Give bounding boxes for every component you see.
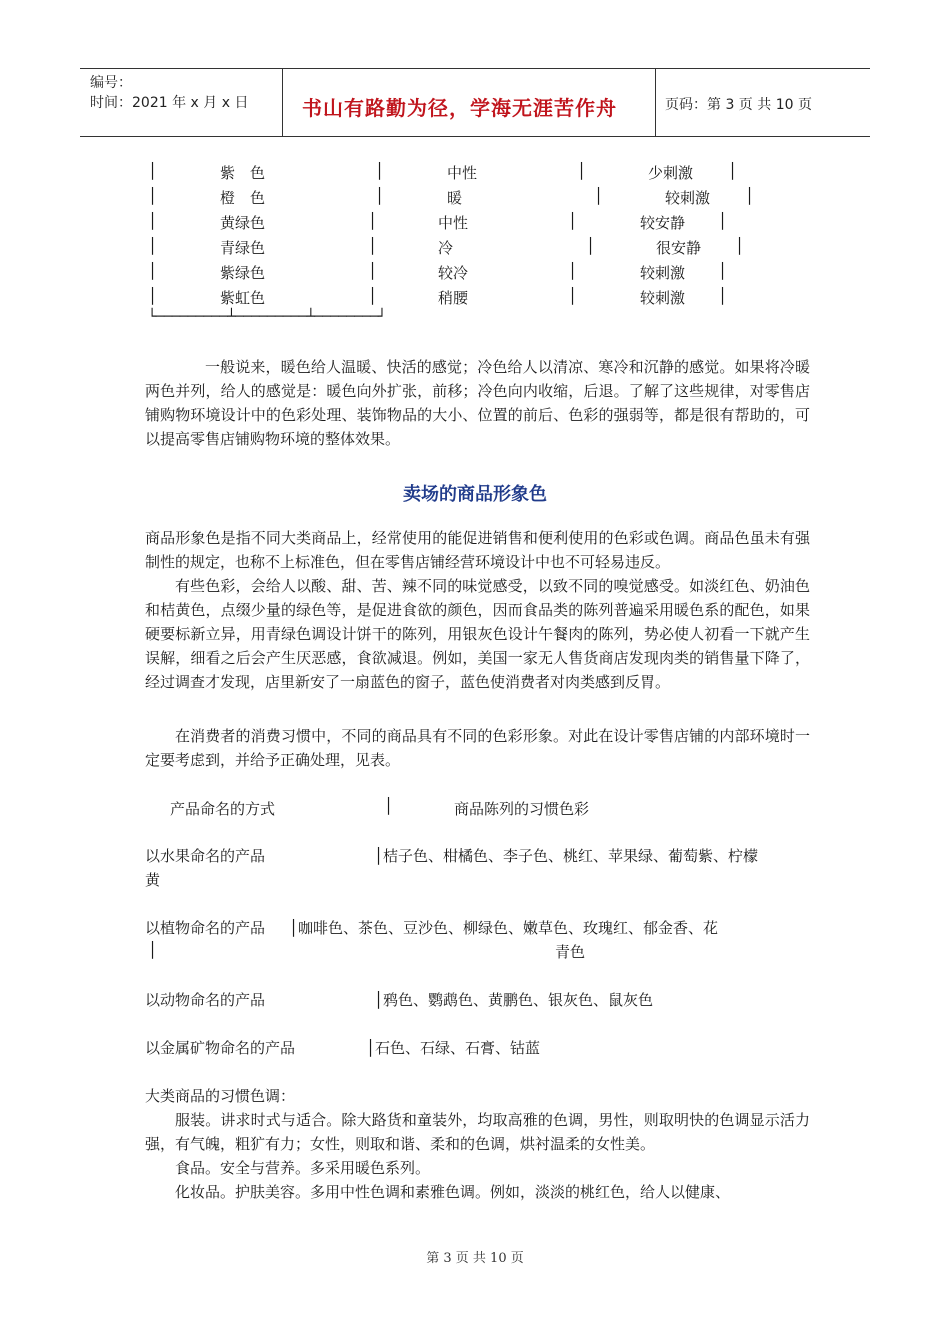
table-cell-temperature: 中性 <box>447 164 478 182</box>
table-cell-temperature: 较冷 <box>438 264 469 282</box>
section-title: 卖场的商品形象色 <box>403 484 547 505</box>
body-paragraph: 商品形象色是指不同大类商品上，经常使用的能促进销售和便利使用的色彩或色调。商品色虽未有强制性的规定，也称不上标准色，但在零售店铺经营环境设计中也不可轻易违反。 <box>145 529 810 571</box>
document-number-label: 编号： <box>90 75 132 91</box>
header-divider-right <box>655 68 656 136</box>
habit-item: 服装。讲求时式与适合。除大路货和童装外，均取高雅的色调，男性，则取明快的色调显示活力强，有气魄，粗犷有力；女性，则取和谐、柔和的色调，烘衬温柔的女性美。 <box>145 1111 810 1153</box>
body-paragraph: 有些色彩，会给人以酸、甜、苦、辣不同的味觉感受，以致不同的嗅觉感受。如淡红色、奶油色和桔黄色，点缀少量的绿色等，是促进食欲的颜色，因而食品类的陈列普遍采用暖色系的配色，如果硬要标新立异，用青绿色调设计饼干的陈列，用银灰色设计午餐肉的陈列，势必使人初看一下就产生误解，细看之后会产生厌恶感，食欲减退。例如，美国一家无人售货商店发现肉类的销售量下降了，经过调查才发现，店里新安了一扇蓝色的窗子，蓝色使消费者对肉类感到反胃。 <box>145 577 810 691</box>
table-cell-color: 黄绿色 <box>220 214 266 232</box>
table-border: │ <box>718 287 728 305</box>
table-border: │ <box>368 237 378 255</box>
table-border: │ <box>568 262 578 280</box>
table-cell-feeling: 较刺激 <box>640 289 686 307</box>
table-cell-color: 青绿色 <box>220 239 266 257</box>
naming-row-colors-wrap: 黄 <box>145 871 161 889</box>
page-footer: 第 3 页 共 10 页 <box>426 1251 524 1266</box>
page-indicator: 页码：第 3 页 共 10 页 <box>665 97 812 113</box>
table-border: │ <box>148 262 158 280</box>
table-border: │ <box>728 162 738 180</box>
table-border: │ <box>745 187 755 205</box>
intro-paragraph: 一般说来，暖色给人温暖、快活的感觉；冷色给人以清凉、寒冷和沉静的感觉。如果将冷暖两色并列，给人的感觉是：暖色向外扩张，前移；冷色向内收缩，后退。了解了这些规律，对零售店铺购物环境设计中的色彩处理、装饰物品的大小、位置的前后、色彩的强弱等，都是很有帮助的，可以提高零售店铺购物环境的整体效果。 <box>145 358 810 448</box>
table-border: │ <box>586 237 596 255</box>
table-border: │ <box>148 941 158 959</box>
table-cell-temperature: 中性 <box>438 214 469 232</box>
header-motto: 书山有路勤为径，学海无涯苦作舟 <box>302 96 617 120</box>
table-cell-feeling: 较刺激 <box>640 264 686 282</box>
naming-row-name: 以水果命名的产品 <box>145 847 266 865</box>
table-cell-temperature: 稍腰 <box>438 289 469 307</box>
table-border: │ <box>718 262 728 280</box>
body-paragraph: 在消费者的消费习惯中，不同的商品具有不同的色彩形象。对此在设计零售店铺的内部环境时一定要考虑到，并给予正确处理，见表。 <box>145 727 810 769</box>
header-top-rule <box>80 68 870 69</box>
table-cell-color: 橙 色 <box>220 189 266 207</box>
table-border: │ <box>148 237 158 255</box>
table-border: │ <box>568 212 578 230</box>
table-border: │ <box>375 187 385 205</box>
naming-table-header-left: 产品命名的方式 <box>170 800 276 818</box>
habit-section-title: 大类商品的习惯色调： <box>145 1087 296 1105</box>
table-border: │ <box>148 287 158 305</box>
naming-table-header-right: 商品陈列的习惯色彩 <box>454 800 590 818</box>
table-border: │ <box>375 162 385 180</box>
table-border: │ <box>148 187 158 205</box>
table-border: │ <box>568 287 578 305</box>
table-cell-feeling: 很安静 <box>656 239 702 257</box>
table-border: │ <box>384 797 394 815</box>
table-border: │ <box>368 262 378 280</box>
table-border: │ <box>148 212 158 230</box>
table-border: │ <box>577 162 587 180</box>
table-cell-feeling: 少刺激 <box>648 164 694 182</box>
header-bottom-rule <box>80 136 870 137</box>
table-border: │ <box>718 212 728 230</box>
table-cell-feeling: 较安静 <box>640 214 686 232</box>
naming-row-colors: │石色、石绿、石膏、钴蓝 <box>366 1039 541 1057</box>
table-border: │ <box>368 212 378 230</box>
table-cell-color: 紫绿色 <box>220 264 266 282</box>
table-cell-color: 紫 色 <box>220 164 266 182</box>
table-cell-color: 紫虹色 <box>220 289 266 307</box>
naming-row-name: 以动物命名的产品 <box>145 991 266 1009</box>
table-border: │ <box>594 187 604 205</box>
table-cell-temperature: 冷 <box>438 239 454 257</box>
naming-row-name: 以植物命名的产品 <box>145 919 266 937</box>
table-border: │ <box>735 237 745 255</box>
document-date-label: 时间：2021 年 x 月 x 日 <box>90 95 249 111</box>
table-cell-temperature: 暖 <box>447 189 463 207</box>
table-cell-feeling: 较刺激 <box>665 189 711 207</box>
table-border: │ <box>368 287 378 305</box>
naming-row-colors: │鸦色、鹦鹉色、黄鹏色、银灰色、鼠灰色 <box>374 991 654 1009</box>
habit-item: 化妆品。护肤美容。多用中性色调和素雅色调。例如，淡淡的桃红色，给人以健康、 <box>175 1183 731 1201</box>
table-bottom-border: └─────────┴─────────┴────────┘ <box>148 309 386 325</box>
naming-row-colors-wrap: 青色 <box>555 943 586 961</box>
table-border: │ <box>148 162 158 180</box>
header-divider-left <box>282 68 283 136</box>
naming-row-colors: │桔子色、柑橘色、李子色、桃红、苹果绿、葡萄紫、柠檬 <box>374 847 759 865</box>
naming-row-colors: │咖啡色、茶色、豆沙色、柳绿色、嫩草色、玫瑰红、郁金香、花 <box>289 919 719 937</box>
habit-item: 食品。安全与营养。多采用暖色系列。 <box>175 1159 431 1177</box>
naming-row-name: 以金属矿物命名的产品 <box>145 1039 296 1057</box>
